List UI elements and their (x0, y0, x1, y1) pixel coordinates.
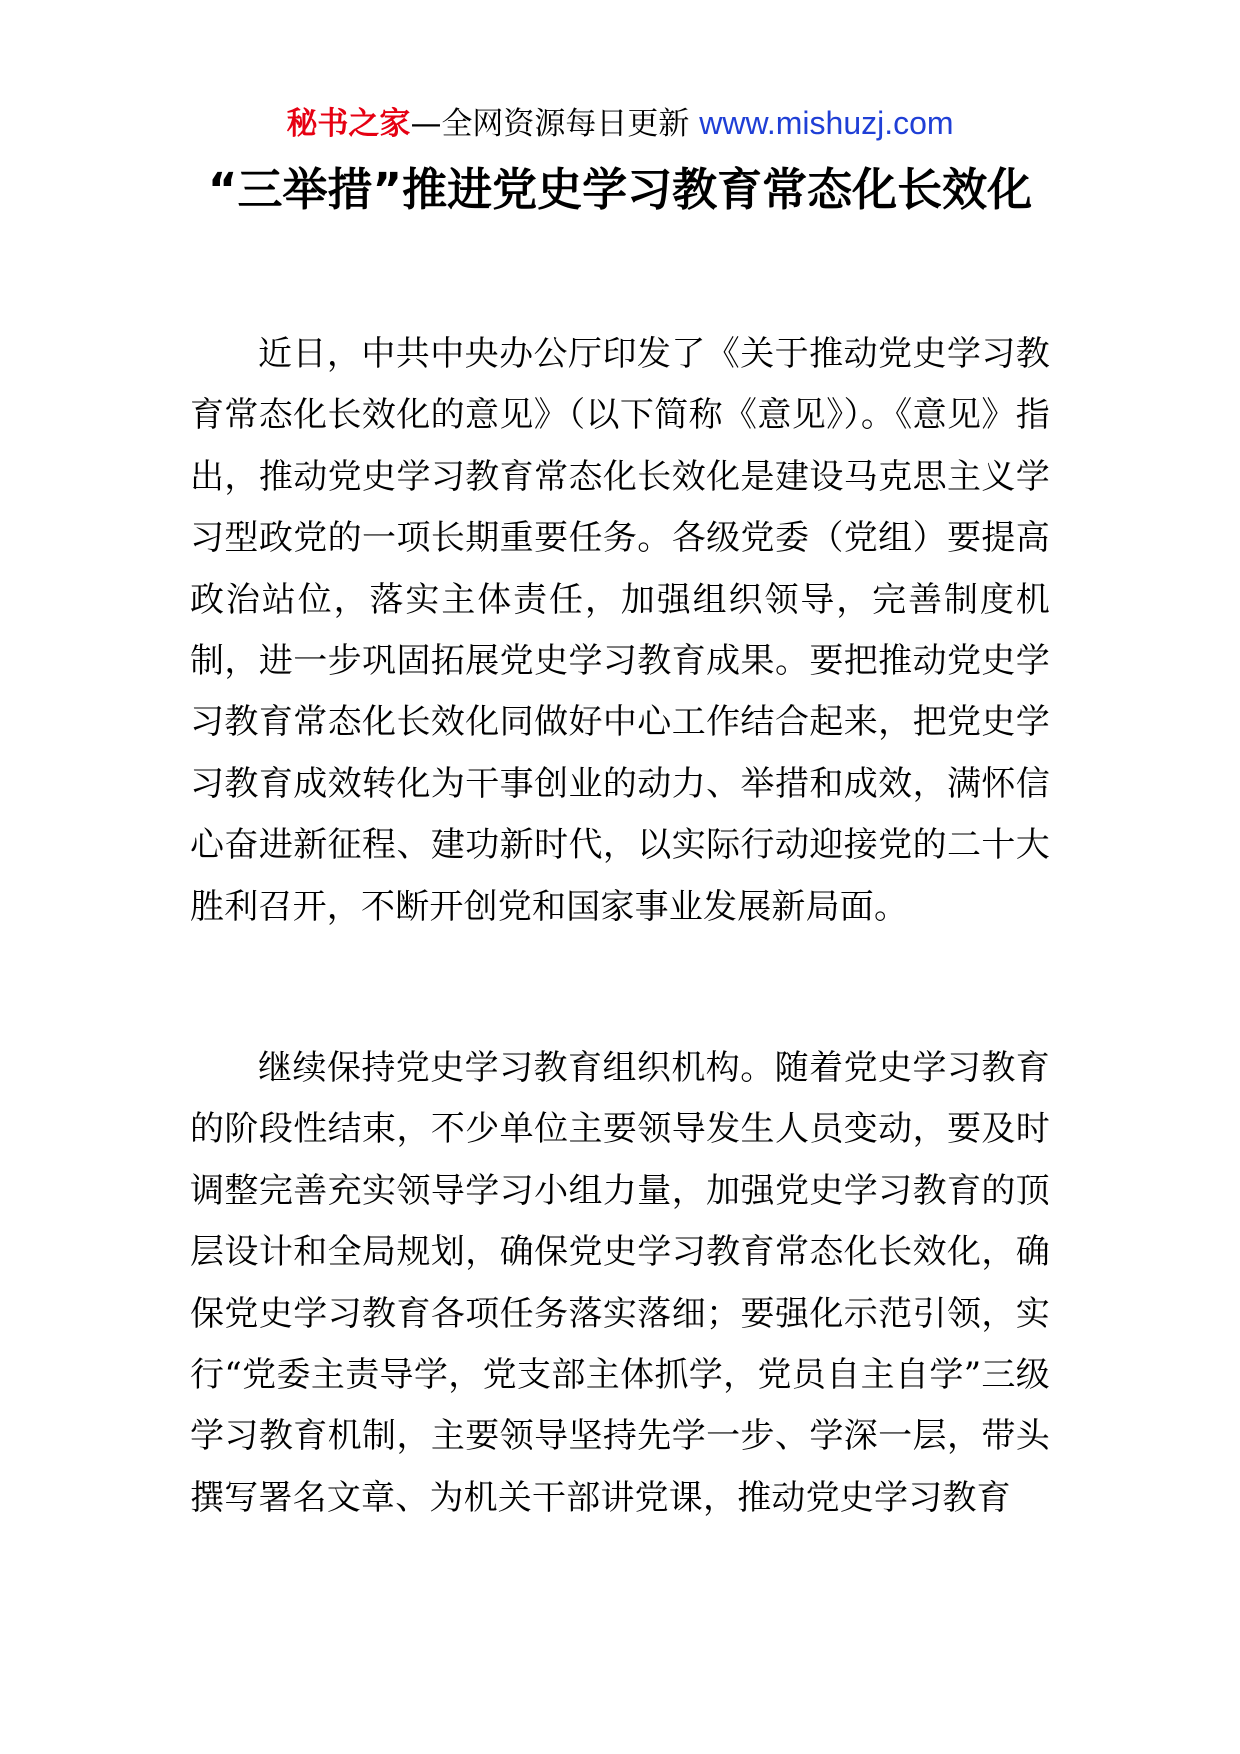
body-paragraph-2: 继续保持党史学习教育组织机构。随着党史学习教育的阶段性结束，不少单位主要领导发生人员变动，要及时调整完善充实领导学习小组力量，加强党史学习教育的顶层设计和全局规划，确保党史学习教育常态化长效化，确保党史学习教育各项任务落实落细；要强化示范引领，实行“党委主责导学，党支部主体抓学，党员自主自学”三级学习教育机制，主要领导坚持先学一步、学深一层，带头撰写署名文章、为机关干部讲党课，推动党史学习教育 (190, 1048, 1050, 1518)
brand-name: 秘书之家 (286, 106, 411, 142)
header-tagline: —全网资源每日更新 (410, 106, 700, 142)
site-header (0, 101, 1240, 146)
body-paragraph-1: 近日，中共中央办公厅印发了《关于推动党史学习教育常态化长效化的意见》（以下简称《意见》）。《意见》指出，推动党史学习教育常态化长效化是建设马克思主义学习型政党的一项长期重要任务。各级党委（党组）要提高政治站位，落实主体责任，加强组织领导，完善制度机制，进一步巩固拓展党史学习教育成果。要把推动党史学习教育常态化长效化同做好中心工作结合起来，把党史学习教育成效转化为干事创业的动力、举措和成效，满怀信心奋进新征程、建功新时代，以实际行动迎接党的二十大胜利召开，不断开创党和国家事业发展新局面。 (190, 334, 1050, 927)
site-url-link[interactable]: www.mishuzj.com (699, 105, 954, 141)
document-title: “三举措”推进党史学习教育常态化长效化 (207, 163, 1033, 216)
